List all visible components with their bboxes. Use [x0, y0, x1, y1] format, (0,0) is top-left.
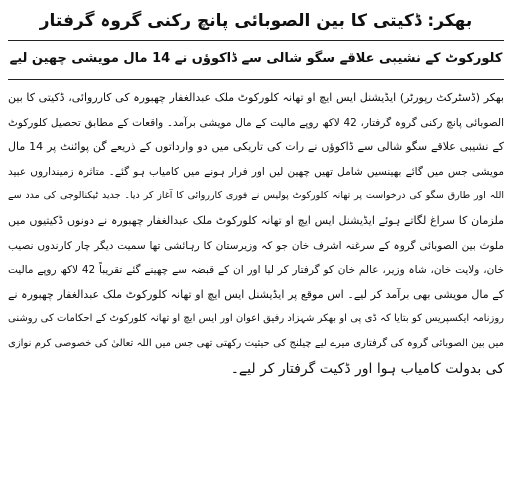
- body-line: کے نشیبی علاقے سگو شالی سے ڈاکوؤں نے رات کی تاریکی میں دو وارداتوں کے ذریعے گن پوائنٹ پر 14 مال: [8, 140, 504, 154]
- body-line: ملزمان کا سراغ لگاتے ہوئے ایڈیشنل ایس ایچ او تھانہ کلورکوٹ ملک عبدالغفار چھبورہ نے دونوں ڈکیتیوں میں: [8, 213, 504, 227]
- body-line: کی بدولت کامیاب ہوا اور ڈکیت گرفتار کر لیے۔: [230, 360, 504, 377]
- article-subheadline: کلورکوٹ کے نشیبی علاقے سگو شالی سے ڈاکوؤں نے 14 مال مویشی چھین لیے: [9, 51, 503, 66]
- body-line: کے مال مویشی بھی برآمد کر لیے۔ اس موقع پر ایڈیشنل ایس ایچ او تھانہ کلورکوٹ ملک عبدالغفار چھبورہ نے: [8, 287, 504, 301]
- body-line: ملوث بین الصوبائی گروہ کے سرغنہ اشرف خان جو کہ وزیرستان کا رہائشی تھا سمیت دیگر چار کارندوں نصیب: [8, 239, 504, 252]
- body-line: مویشی جس میں گائے بھینسیں شامل تھیں چھین لیں اور فرار ہونے میں کامیاب ہو گئے۔ متاثرہ زمینداروں عبید: [8, 165, 504, 178]
- headline-row: [8, 4, 504, 38]
- body-line: بھکر (ڈسٹرکٹ رپورٹر) ایڈیشنل ایس ایچ او تھانہ کلورکوٹ ملک عبدالغفار چھبورہ کی کارروائی، ڈکیتی کا بین: [8, 91, 504, 104]
- subheadline-divider: [8, 79, 504, 80]
- body-line: خان، ولایت خان، شاہ وزیر، عالم خان کو گرفتار کر لیا اور ان کے قبضہ سے چھینے گئے تقریباً 42 لاکھ روپے مالیت: [8, 264, 504, 277]
- subheadline-row: [8, 41, 504, 77]
- article-headline: بھکر: ڈکیتی کا بین الصوبائی پانچ رکنی گروہ گرفتار: [39, 11, 473, 31]
- body-line: اللہ اور طارق سگو کی درخواست پر تھانہ کلورکوٹ پولیس نے فوری کارروائی کا آغاز کر دیا۔ جدید ٹیکنالوجی کی مدد سے: [8, 190, 504, 202]
- body-line: روزنامہ ایکسپریس کو بتایا کہ ڈی پی او بھکر شہزاد رفیق اعوان اور ایس ایچ او تھانہ کلورکوٹ کے احکامات کی روشنی: [8, 313, 504, 325]
- body-line: میں بین الصوبائی گروہ کی گرفتاری میرے لیے چیلنج کی حیثیت رکھتی تھی جس میں اللہ تعالیٰ کی خصوصی کرم نوازی: [8, 337, 504, 349]
- article-body: [8, 86, 504, 381]
- body-line: الصوبائی پانچ رکنی گروہ گرفتار، 42 لاکھ روپے مالیت کے مال مویشی برآمد۔ واقعات کے مطابق تحصیل کلورکوٹ: [8, 116, 504, 129]
